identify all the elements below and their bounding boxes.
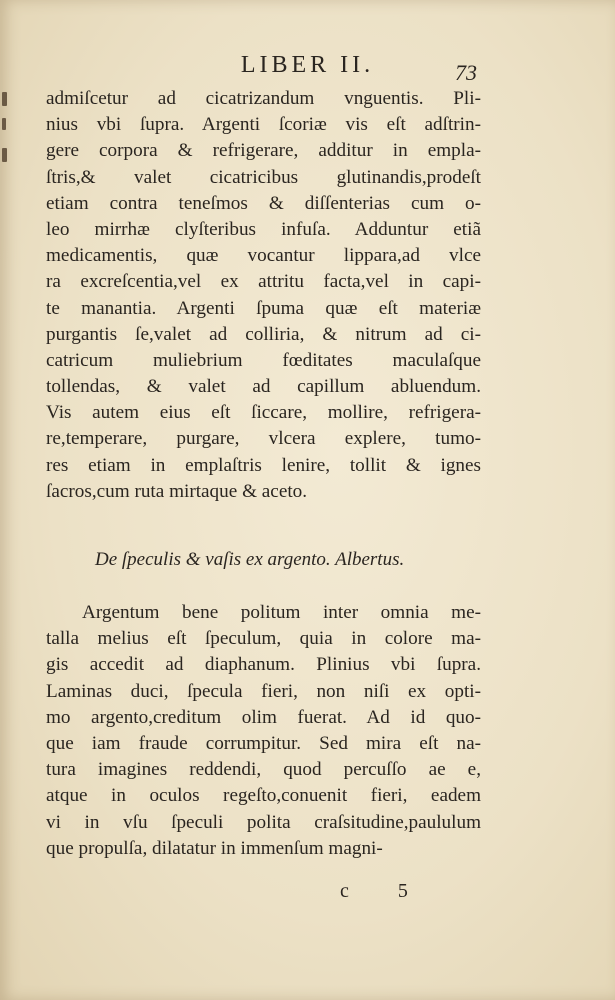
text-line: que propulſa, dilatatur in immenſum magni- [46, 837, 383, 859]
margin-mark [2, 118, 6, 130]
running-header: LIBER II. [240, 52, 375, 78]
text-line: mo argento,creditum olim fuerat. Ad id quo- [46, 706, 481, 728]
text-line: etiam contra teneſmos & diſſenterias cum o- [46, 192, 481, 214]
text-line: vi in vſu ſpeculi polita craſsitudine,paululum [46, 811, 481, 833]
text-line: medicamentis, quæ vocantur lippara,ad vlce [46, 245, 481, 267]
signature-mark: c 5 [340, 880, 430, 902]
text-line: nius vbi ſupra. Argenti ſcoriæ vis eſt adſtrin- [46, 114, 481, 136]
text-line: gis accedit ad diaphanum. Plinius vbi ſupra. [46, 654, 481, 676]
text-line: purgantis ſe,valet ad colliria, & nitrum ad ci- [46, 323, 481, 345]
text-line: ra excreſcentia,vel ex attritu facta,vel in capi- [46, 271, 481, 293]
text-line: Vis autem eius eſt ſiccare, mollire, refrigera- [46, 402, 481, 424]
margin-mark [2, 92, 7, 106]
text-line: atque in oculos regeſto,conuenit fieri, eadem [46, 785, 481, 807]
text-line: gere corpora & refrigerare, additur in empla- [46, 140, 481, 162]
text-line: Laminas duci, ſpecula fieri, non niſi ex opti- [46, 680, 481, 702]
section-heading: De ſpeculis & vaſis ex argento. Albertus. [95, 549, 405, 570]
text-line: ſacros,cum ruta mirtaque & aceto. [46, 480, 308, 502]
paragraph-1 [46, 86, 481, 505]
text-line: que iam fraude corrumpitur. Sed mira eſt na- [46, 732, 481, 754]
text-line: ſtris,& valet cicatricibus glutinandis,prodeſt [46, 166, 481, 188]
text-line: admiſcetur ad cicatrizandum vnguentis. Pli- [46, 88, 481, 109]
page-number: 73 [455, 60, 477, 85]
text-line: leo mirrhæ clyſteribus infuſa. Adduntur etiã [46, 218, 481, 240]
text-line: te manantia. Argenti ſpuma quæ eſt materiæ [46, 297, 481, 319]
margin-mark [2, 148, 7, 162]
text-line: Argentum bene politum inter omnia me- [82, 602, 481, 623]
text-line: talla melius eſt ſpeculum, quia in colore ma- [46, 628, 481, 650]
text-line: tollendas, & valet ad capillum abluendum. [46, 376, 481, 398]
text-line: re,temperare, purgare, vlcera explere, tumo- [46, 428, 481, 450]
text-line: catricum muliebrium fœditates maculaſque [46, 349, 481, 371]
paragraph-2 [46, 600, 481, 862]
text-line: res etiam in emplaſtris lenire, tollit & ignes [46, 454, 481, 476]
text-line: tura imagines reddendi, quod percuſſo ae e, [46, 759, 481, 781]
